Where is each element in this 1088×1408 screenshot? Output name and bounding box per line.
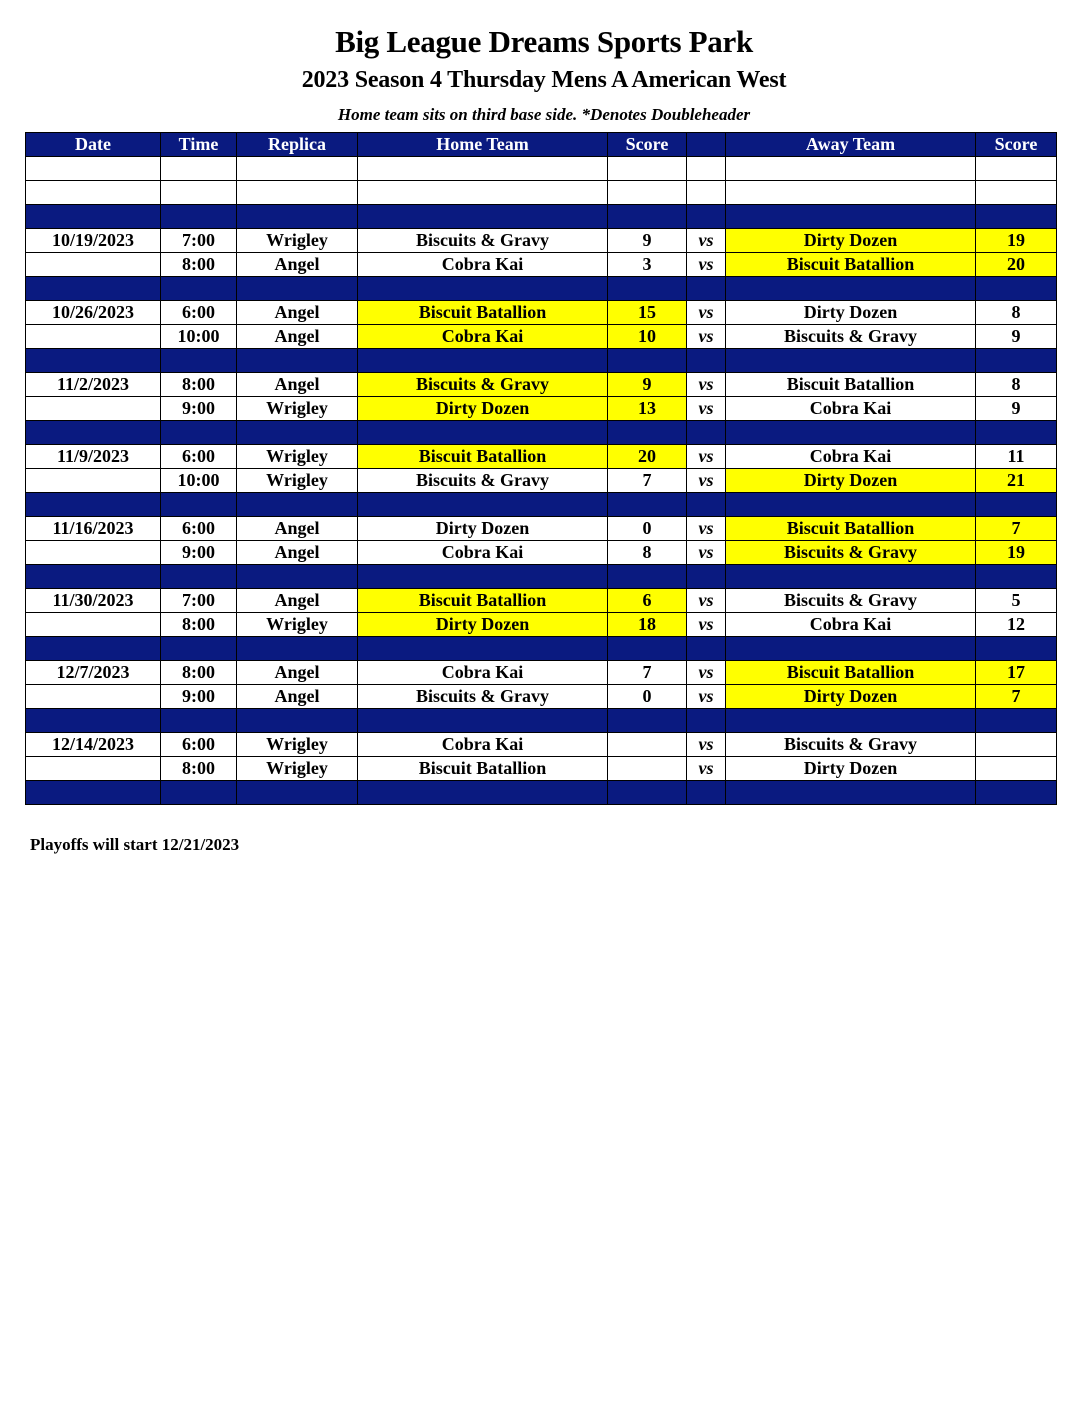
away-team: Biscuits & Gravy <box>726 589 976 613</box>
vs-label: vs <box>687 733 726 757</box>
week-separator-row <box>26 349 1057 373</box>
home-team: Cobra Kai <box>358 253 608 277</box>
away-team: Biscuits & Gravy <box>726 541 976 565</box>
table-header-row <box>26 133 1057 157</box>
col-header-replica: Replica <box>237 133 358 157</box>
game-replica: Wrigley <box>237 757 358 781</box>
game-date: 10/26/2023 <box>26 301 161 325</box>
table-row <box>26 253 1057 277</box>
home-score: 7 <box>608 661 687 685</box>
game-time: 8:00 <box>161 373 237 397</box>
vs-label: vs <box>687 229 726 253</box>
home-score: 6 <box>608 589 687 613</box>
home-team: Cobra Kai <box>358 733 608 757</box>
col-header-date: Date <box>26 133 161 157</box>
away-score: 17 <box>976 661 1057 685</box>
game-date <box>26 253 161 277</box>
away-team: Dirty Dozen <box>726 301 976 325</box>
schedule-table <box>25 132 1057 805</box>
week-separator-row <box>26 781 1057 805</box>
game-replica: Angel <box>237 541 358 565</box>
away-team: Biscuit Batallion <box>726 517 976 541</box>
game-time: 6:00 <box>161 445 237 469</box>
game-date: 11/30/2023 <box>26 589 161 613</box>
home-score: 20 <box>608 445 687 469</box>
game-time: 8:00 <box>161 661 237 685</box>
away-team: Dirty Dozen <box>726 757 976 781</box>
away-score: 5 <box>976 589 1057 613</box>
game-time: 9:00 <box>161 541 237 565</box>
week-separator-row <box>26 205 1057 229</box>
home-team: Biscuits & Gravy <box>358 685 608 709</box>
away-score: 21 <box>976 469 1057 493</box>
week-separator-row <box>26 709 1057 733</box>
away-score: 19 <box>976 541 1057 565</box>
away-team: Cobra Kai <box>726 613 976 637</box>
col-header-vs <box>687 133 726 157</box>
away-score <box>976 733 1057 757</box>
home-score: 9 <box>608 373 687 397</box>
home-score: 8 <box>608 541 687 565</box>
game-time: 10:00 <box>161 469 237 493</box>
blank-row <box>26 181 1057 205</box>
game-replica: Wrigley <box>237 733 358 757</box>
game-time: 6:00 <box>161 733 237 757</box>
home-team: Dirty Dozen <box>358 397 608 421</box>
table-row <box>26 325 1057 349</box>
game-replica: Wrigley <box>237 613 358 637</box>
away-score: 20 <box>976 253 1057 277</box>
game-replica: Wrigley <box>237 229 358 253</box>
game-time: 6:00 <box>161 301 237 325</box>
week-separator-row <box>26 277 1057 301</box>
vs-label: vs <box>687 757 726 781</box>
page-subtitle: 2023 Season 4 Thursday Mens A American West <box>301 67 787 93</box>
table-row <box>26 613 1057 637</box>
away-score: 9 <box>976 325 1057 349</box>
away-team: Cobra Kai <box>726 397 976 421</box>
table-row <box>26 469 1057 493</box>
home-team: Cobra Kai <box>358 661 608 685</box>
home-score: 7 <box>608 469 687 493</box>
game-replica: Angel <box>237 253 358 277</box>
table-row <box>26 685 1057 709</box>
week-separator-row <box>26 565 1057 589</box>
game-time: 9:00 <box>161 685 237 709</box>
away-score: 7 <box>976 517 1057 541</box>
game-replica: Wrigley <box>237 445 358 469</box>
vs-label: vs <box>687 301 726 325</box>
table-row <box>26 301 1057 325</box>
blank-row <box>26 157 1057 181</box>
away-score: 8 <box>976 373 1057 397</box>
away-score: 7 <box>976 685 1057 709</box>
game-replica: Wrigley <box>237 397 358 421</box>
playoffs-note: Playoffs will start 12/21/2023 <box>30 835 240 854</box>
game-replica: Angel <box>237 685 358 709</box>
game-time: 6:00 <box>161 517 237 541</box>
home-score: 15 <box>608 301 687 325</box>
table-row <box>26 661 1057 685</box>
col-header-time: Time <box>161 133 237 157</box>
away-score: 11 <box>976 445 1057 469</box>
home-team: Biscuit Batallion <box>358 757 608 781</box>
vs-label: vs <box>687 469 726 493</box>
home-team: Biscuits & Gravy <box>358 373 608 397</box>
game-date <box>26 757 161 781</box>
game-date <box>26 541 161 565</box>
away-team: Biscuits & Gravy <box>726 733 976 757</box>
game-time: 8:00 <box>161 757 237 781</box>
week-separator-row <box>26 493 1057 517</box>
game-time: 8:00 <box>161 253 237 277</box>
game-date: 10/19/2023 <box>26 229 161 253</box>
game-replica: Angel <box>237 373 358 397</box>
week-separator-row <box>26 421 1057 445</box>
schedule-note: Home team sits on third base side. *Denotes Doubleheader <box>337 105 751 124</box>
game-date <box>26 613 161 637</box>
away-team: Biscuit Batallion <box>726 373 976 397</box>
game-time: 10:00 <box>161 325 237 349</box>
game-replica: Angel <box>237 301 358 325</box>
away-team: Dirty Dozen <box>726 685 976 709</box>
vs-label: vs <box>687 685 726 709</box>
home-team: Dirty Dozen <box>358 517 608 541</box>
game-date: 12/14/2023 <box>26 733 161 757</box>
vs-label: vs <box>687 397 726 421</box>
game-date <box>26 397 161 421</box>
vs-label: vs <box>687 541 726 565</box>
home-team: Biscuit Batallion <box>358 445 608 469</box>
table-row <box>26 757 1057 781</box>
game-date: 11/16/2023 <box>26 517 161 541</box>
vs-label: vs <box>687 589 726 613</box>
away-team: Dirty Dozen <box>726 229 976 253</box>
home-score: 0 <box>608 517 687 541</box>
home-score: 10 <box>608 325 687 349</box>
table-row <box>26 397 1057 421</box>
vs-label: vs <box>687 445 726 469</box>
vs-label: vs <box>687 613 726 637</box>
game-replica: Angel <box>237 517 358 541</box>
game-date <box>26 685 161 709</box>
game-replica: Angel <box>237 589 358 613</box>
home-team: Biscuit Batallion <box>358 301 608 325</box>
page-title: Big League Dreams Sports Park <box>335 24 753 59</box>
home-team: Biscuit Batallion <box>358 589 608 613</box>
away-score: 12 <box>976 613 1057 637</box>
game-time: 9:00 <box>161 397 237 421</box>
schedule-body <box>26 157 1057 805</box>
week-separator-row <box>26 637 1057 661</box>
table-row <box>26 541 1057 565</box>
away-score: 19 <box>976 229 1057 253</box>
vs-label: vs <box>687 661 726 685</box>
home-team: Cobra Kai <box>358 325 608 349</box>
col-header-home-team: Home Team <box>358 133 608 157</box>
col-header-away-team: Away Team <box>726 133 976 157</box>
home-team: Biscuits & Gravy <box>358 229 608 253</box>
col-header-away-score: Score <box>976 133 1057 157</box>
table-row <box>26 517 1057 541</box>
home-score <box>608 757 687 781</box>
home-team: Cobra Kai <box>358 541 608 565</box>
table-row <box>26 589 1057 613</box>
away-score: 8 <box>976 301 1057 325</box>
table-row <box>26 733 1057 757</box>
vs-label: vs <box>687 325 726 349</box>
col-header-home-score: Score <box>608 133 687 157</box>
vs-label: vs <box>687 373 726 397</box>
home-team: Biscuits & Gravy <box>358 469 608 493</box>
game-replica: Angel <box>237 661 358 685</box>
vs-label: vs <box>687 517 726 541</box>
home-score: 0 <box>608 685 687 709</box>
game-date <box>26 325 161 349</box>
home-score: 9 <box>608 229 687 253</box>
game-date: 11/9/2023 <box>26 445 161 469</box>
game-date: 12/7/2023 <box>26 661 161 685</box>
table-row <box>26 373 1057 397</box>
game-date: 11/2/2023 <box>26 373 161 397</box>
game-time: 7:00 <box>161 229 237 253</box>
table-row <box>26 445 1057 469</box>
away-team: Biscuit Batallion <box>726 661 976 685</box>
away-team: Biscuits & Gravy <box>726 325 976 349</box>
game-time: 8:00 <box>161 613 237 637</box>
game-date <box>26 469 161 493</box>
home-team: Dirty Dozen <box>358 613 608 637</box>
away-team: Biscuit Batallion <box>726 253 976 277</box>
table-row <box>26 229 1057 253</box>
game-replica: Angel <box>237 325 358 349</box>
away-score: 9 <box>976 397 1057 421</box>
vs-label: vs <box>687 253 726 277</box>
game-time: 7:00 <box>161 589 237 613</box>
home-score: 3 <box>608 253 687 277</box>
away-team: Cobra Kai <box>726 445 976 469</box>
home-score <box>608 733 687 757</box>
home-score: 13 <box>608 397 687 421</box>
away-team: Dirty Dozen <box>726 469 976 493</box>
game-replica: Wrigley <box>237 469 358 493</box>
home-score: 18 <box>608 613 687 637</box>
away-score <box>976 757 1057 781</box>
